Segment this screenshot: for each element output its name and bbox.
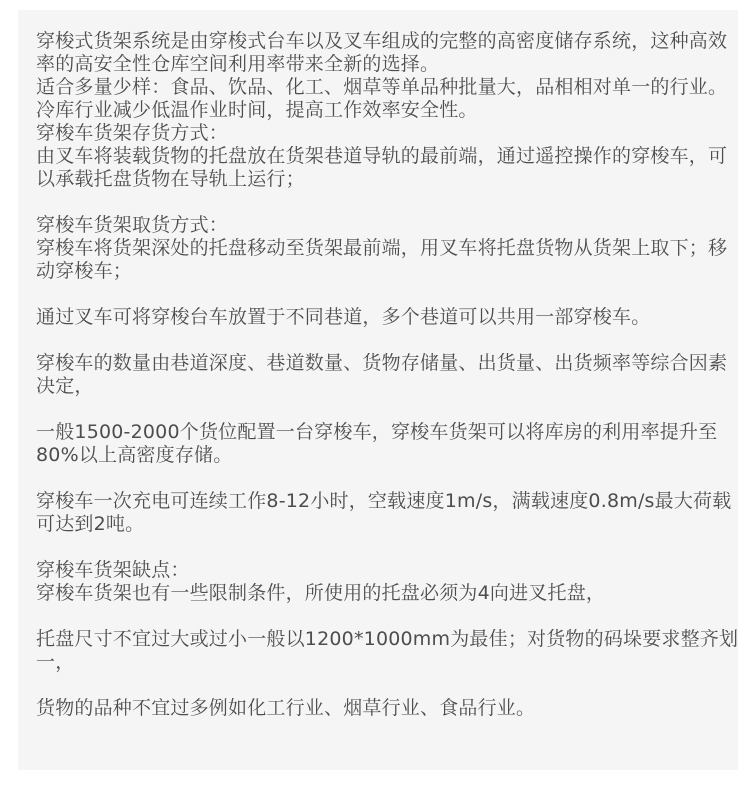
text-line: 冷库行业减少低温作业时间，提高工作效率安全性。 xyxy=(36,99,478,121)
paragraph-drawbacks xyxy=(36,559,720,605)
text-line: 托盘尺寸不宜过大或过小一般以1200*1000mm为最佳；对货物的码垛要求整齐划 xyxy=(36,628,738,650)
text-line: 适合多量少样：食品、饮品、化工、烟草等单品种批量大，品相相对单一的行业。 xyxy=(36,76,728,98)
paragraph-battery-speed xyxy=(36,490,732,536)
text-line: 率的高安全性仓库空间利用率带来全新的选择。 xyxy=(36,53,440,75)
text-line: 由叉车将装载货物的托盘放在货架巷道导轨的最前端，通过遥控操作的穿梭车，可 xyxy=(36,145,728,167)
text-line: 穿梭车货架取货方式： xyxy=(36,214,229,236)
text-line: 可达到2吨。 xyxy=(36,513,145,535)
text-line: 决定， xyxy=(36,375,94,397)
paragraph-shuttle-quantity xyxy=(36,352,728,398)
paragraph-pickup-method xyxy=(36,214,728,283)
text-line: 穿梭车货架存货方式： xyxy=(36,122,229,144)
text-line: 一般1500-2000个货位配置一台穿梭车，穿梭车货架可以将库房的利用率提升至 xyxy=(36,421,718,443)
text-line: 穿梭车货架缺点： xyxy=(36,559,190,581)
text-line: 通过叉车可将穿梭台车放置于不同巷道，多个巷道可以共用一部穿梭车。 xyxy=(36,306,651,328)
text-line: 穿梭车一次充电可连续工作8-12小时，空载速度1m/s，满载速度0.8m/s最大荷载 xyxy=(36,490,732,512)
paragraph-goods-variety xyxy=(36,697,720,720)
text-line: 穿梭车将货架深处的托盘移动至货架最前端，用叉车将托盘货物从货架上取下；移 xyxy=(36,237,728,259)
paragraph-aisle-sharing xyxy=(36,306,720,329)
paragraph-intro xyxy=(36,30,728,191)
text-line: 一， xyxy=(36,651,75,673)
text-line: 动穿梭车； xyxy=(36,260,133,282)
text-line: 货物的品种不宜过多例如化工行业、烟草行业、食品行业。 xyxy=(36,697,536,719)
text-line: 穿梭车的数量由巷道深度、巷道数量、货物存储量、出货量、出货频率等综合因素 xyxy=(36,352,728,374)
article-text-panel xyxy=(18,10,738,770)
text-line: 穿梭式货架系统是由穿梭式台车以及叉车组成的完整的高密度储存系统，这种高效 xyxy=(36,30,728,52)
text-line: 80%以上高密度存储。 xyxy=(36,444,233,466)
paragraph-utilization xyxy=(36,421,720,467)
paragraph-pallet-size xyxy=(36,628,738,674)
text-line: 穿梭车货架也有一些限制条件，所使用的托盘必须为4向进叉托盘， xyxy=(36,582,606,604)
text-line: 以承载托盘货物在导轨上运行； xyxy=(36,168,305,190)
